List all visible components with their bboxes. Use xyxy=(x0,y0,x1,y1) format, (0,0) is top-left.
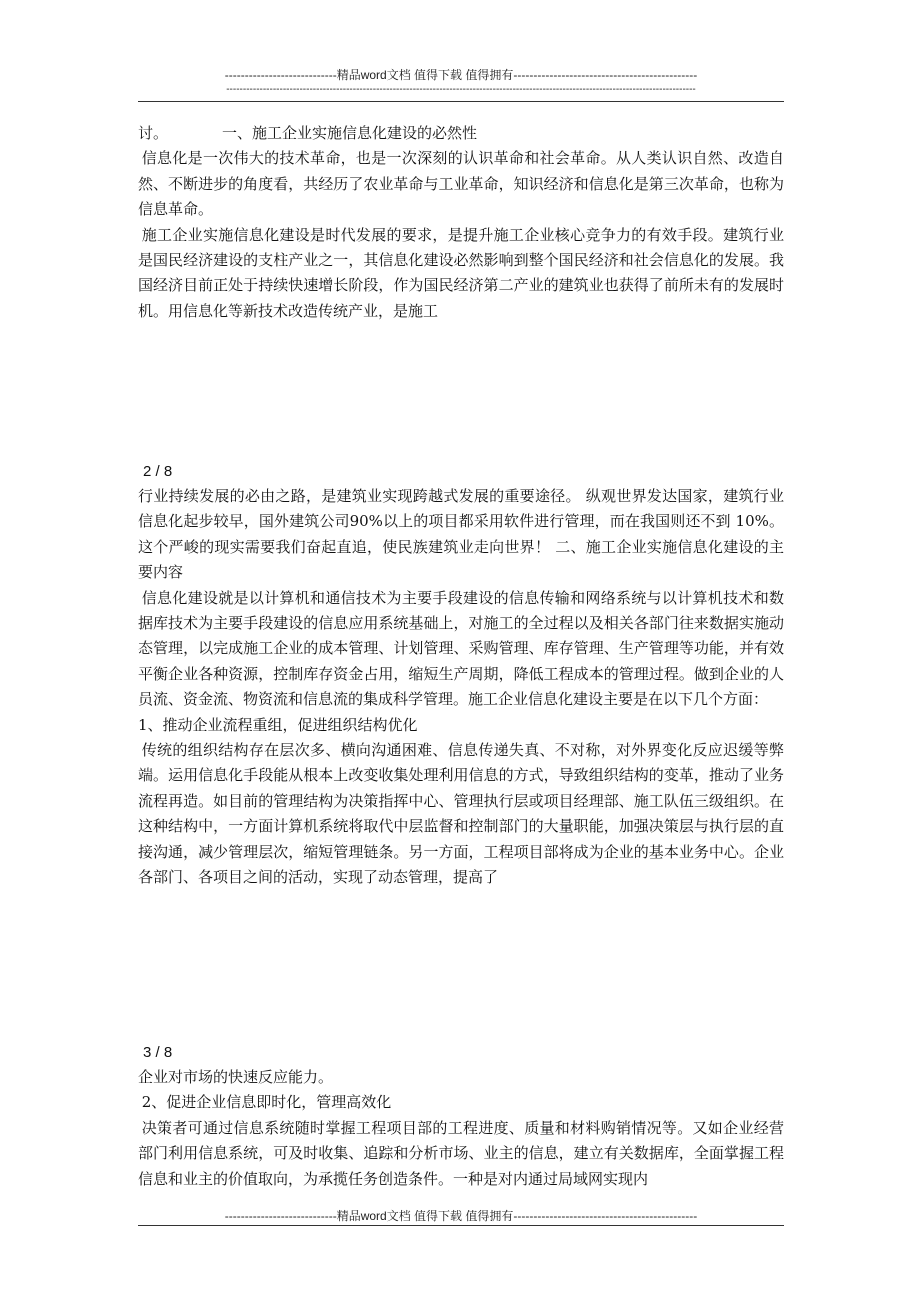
page3-block xyxy=(138,1040,784,1192)
paragraph: 信息化建设就是以计算机和通信技术为主要手段建设的信息传输和网络系统与以计算机技术和数据库技术为主要手段建设的信息应用系统基础上，对施工的全过程以及相关各部门往来数据实施动态管理，以完成施工企业的成本管理、计划管理、采购管理、库存管理、生产管理等功能，并有效平衡企业各种资源，控制库存资金占用，缩短生产周期，降低工程成本的管理过程。做到企业的人员流、资金流、物资流和信息流的集成科学管理。施工企业信息化建设主要是在以下几个方面： xyxy=(138,588,784,709)
page-header-line2: --------------------------------------------------------------------------------------------------------------------------------------------- xyxy=(226,84,696,95)
page-number: 3 / 8 xyxy=(143,1044,173,1061)
paragraph: 行业持续发展的必由之路，是建筑业实现跨越式发展的重要途径。 纵观世界发达国家，建筑行业信息化起步较早，国外建筑公司90%以上的项目都采用软件进行管理，而在我国则还不到 10%。这个严峻的现实需要我们奋起直追，使民族建筑业走向世界！ 二、施工企业实施信息化建设的主要内容 xyxy=(138,487,784,582)
paragraph: 施工企业实施信息化建设是时代发展的要求，是提升施工企业核心竞争力的有效手段。建筑行业是国民经济建设的支柱产业之一，其信息化建设必然影响到整个国民经济和社会信息化的发展。我国经济目前正处于持续快速增长阶段，作为国民经济第二产业的建筑业也获得了前所未有的发展时机。用信息化等新技术改造传统产业，是施工 xyxy=(138,225,784,320)
page-header-line1: ----------------------------精品word文档 值得下载 值得拥有---------------------------------------------- xyxy=(224,68,698,82)
paragraph: 信息化是一次伟大的技术革命，也是一次深刻的认识革命和社会革命。从人类认识自然、改造自然、不断进步的角度看，共经历了农业革命与工业革命，知识经济和信息化是第三次革命，也称为信息革命。 xyxy=(138,149,784,219)
paragraph: 决策者可通过信息系统随时掌握工程项目部的工程进度、质量和材料购销情况等。又如企业经营部门利用信息系统，可及时收集、追踪和分析市场、业主的信息，建立有关数据库，全面掌握工程信息和业主的价值取向，为承揽任务创造条件。一种是对内通过局域网实现内 xyxy=(138,1118,784,1188)
section1-heading: 一、施工企业实施信息化建设的必然性 xyxy=(222,124,478,142)
page2-block xyxy=(138,459,784,891)
subsection2-heading: 2、促进企业信息即时化，管理高效化 xyxy=(141,1093,392,1112)
header-rule xyxy=(138,101,784,102)
page1-block xyxy=(138,121,784,324)
footer-rule xyxy=(138,1225,784,1226)
line-start-text: 讨。 xyxy=(138,124,169,142)
section1-heading-line xyxy=(138,121,784,146)
paragraph: 传统的组织结构存在层次多、横向沟通困难、信息传递失真、不对称，对外界变化反应迟缓等弊端。运用信息化手段能从根本上改变收集处理利用信息的方式，导致组织结构的变革，推动了业务流程再造。如目前的管理结构为决策指挥中心、管理执行层或项目经理部、施工队伍三级组织。在这种结构中，一方面计算机系统将取代中层监督和控制部门的大量职能，加强决策层与执行层的直接沟通，减少管理层次，缩短管理链条。另一方面，工程项目部将成为企业的基本业务中心。企业各部门、各项目之间的活动，实现了动态管理，提高了 xyxy=(138,741,784,887)
subsection1-heading: 1、推动企业流程重组，促进组织结构优化 xyxy=(138,715,418,734)
page-footer: ----------------------------精品word文档 值得下载 值得拥有---------------------------------------------- xyxy=(224,1209,698,1223)
paragraph: 企业对市场的快速反应能力。 xyxy=(138,1068,334,1086)
page-number: 2 / 8 xyxy=(143,463,173,480)
